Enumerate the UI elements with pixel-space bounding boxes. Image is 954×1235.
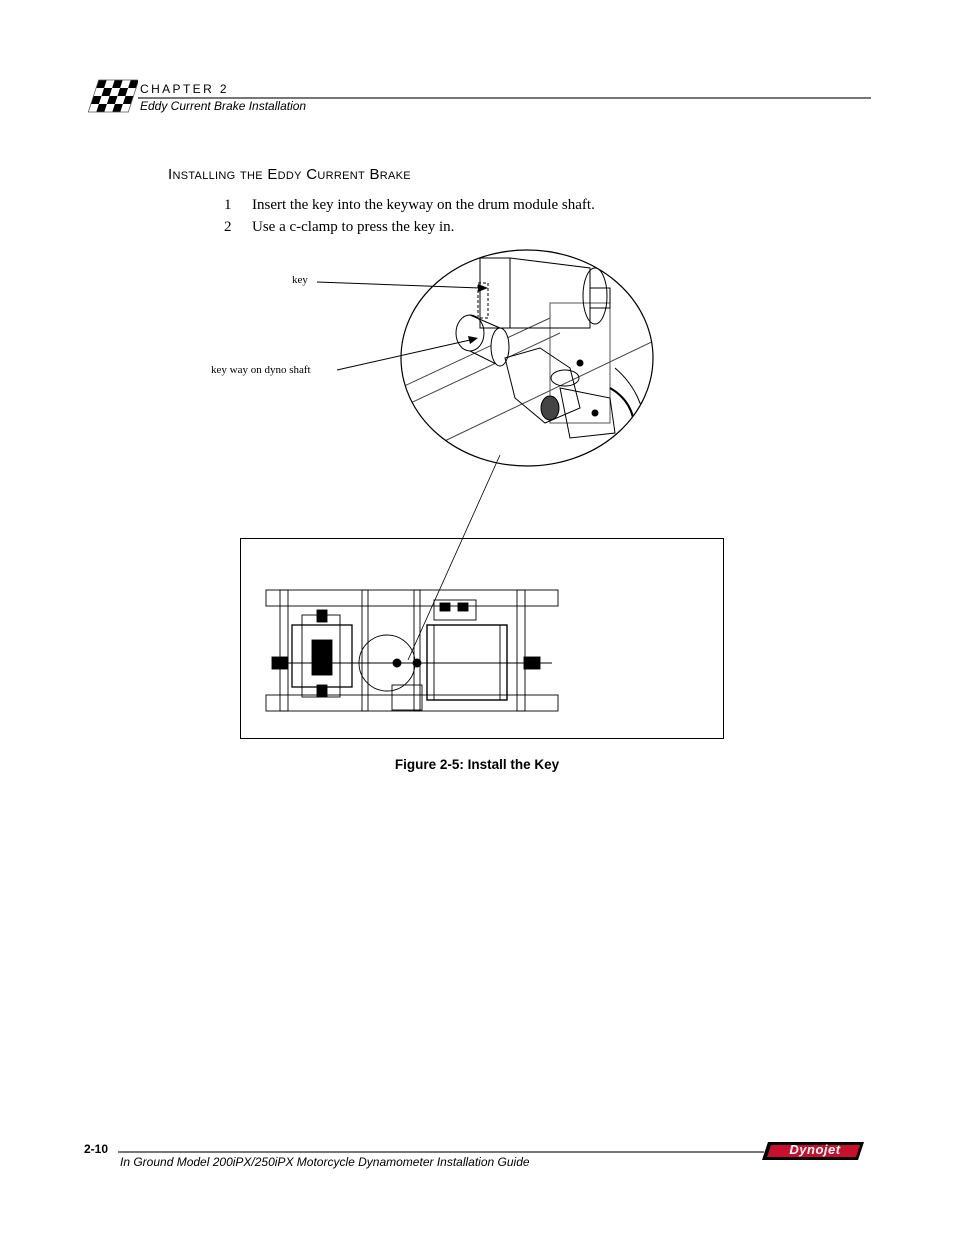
chapter-label: CHAPTER 2 bbox=[140, 82, 229, 96]
dynojet-logo-text: Dynojet bbox=[789, 1142, 841, 1157]
callout-key: key bbox=[292, 274, 308, 286]
step-number: 2 bbox=[224, 219, 232, 235]
guide-title: In Ground Model 200iPX/250iPX Motorcycle Dynamometer Installation Guide bbox=[120, 1155, 530, 1169]
section-title: Installing the Eddy Current Brake bbox=[168, 166, 411, 183]
page-number: 2-10 bbox=[84, 1142, 109, 1156]
figure-caption: Figure 2-5: Install the Key bbox=[394, 757, 560, 772]
footer-rule bbox=[118, 1151, 764, 1153]
step-number: 1 bbox=[224, 197, 232, 213]
step-text: Use a c-clamp to press the key in. bbox=[252, 219, 455, 235]
chapter-title: Eddy Current Brake Installation bbox=[140, 99, 307, 113]
callout-keyway: key way on dyno shaft bbox=[211, 364, 311, 376]
dyno-top-view-illustration bbox=[262, 585, 562, 720]
step-text: Insert the key into the keyway on the drum module shaft. bbox=[252, 197, 595, 213]
